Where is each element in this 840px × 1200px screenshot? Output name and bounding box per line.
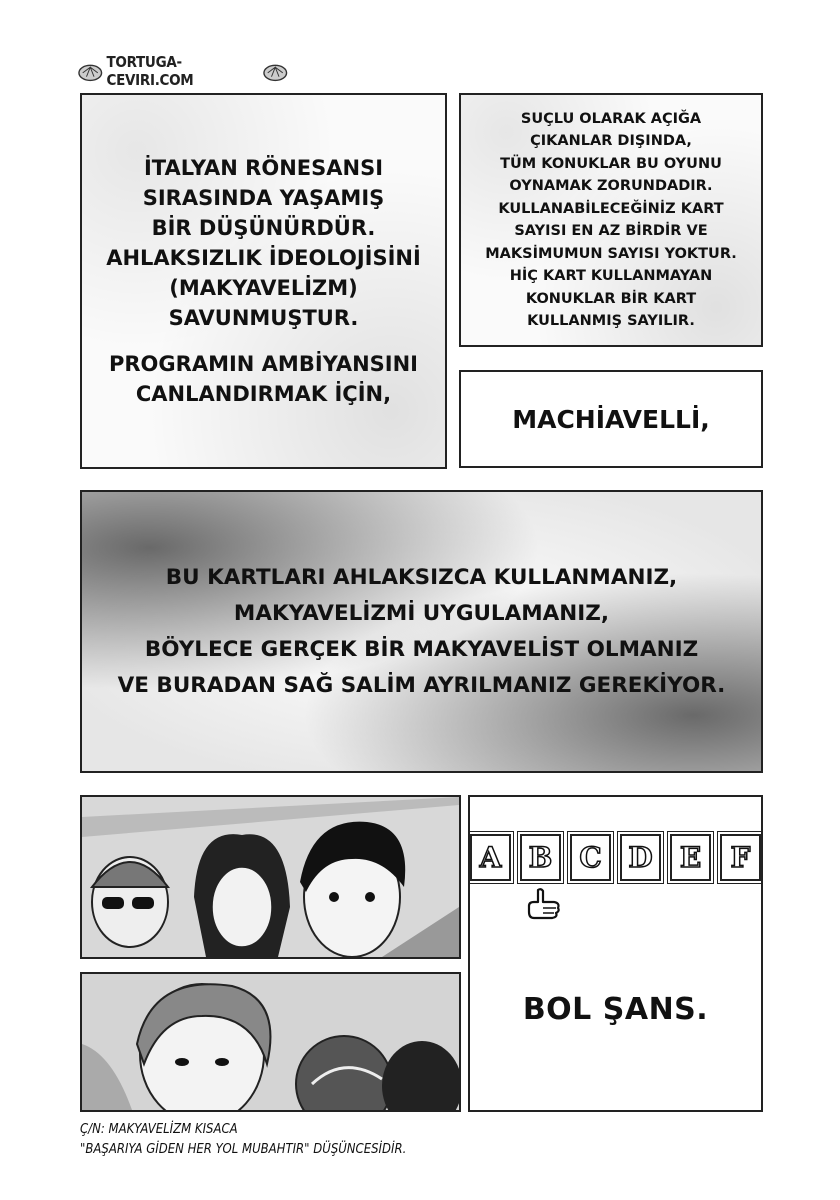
bio-paragraph-2	[109, 349, 418, 409]
card-c: C	[570, 834, 611, 881]
bio-line: İTALYAN RÖNESANSI	[143, 156, 384, 180]
rules-line: HİÇ KART KULLANMAYAN	[509, 268, 713, 284]
bio-line: SIRASINDA YAŞAMIŞ	[142, 186, 385, 210]
rules-line: SAYISI EN AZ BİRDİR VE	[514, 223, 708, 239]
thumbs-up-hand-icon	[526, 886, 564, 922]
rules-panel	[459, 93, 763, 347]
card-row	[468, 831, 763, 884]
cards-panel	[468, 795, 763, 1112]
instruction-line: VE BURADAN SAĞ SALİM AYRILMANIZ GEREKİYOR.	[117, 672, 726, 698]
translator-note-line-1: Ç/N: MAKYAVELİZM KISACA	[80, 1122, 238, 1137]
name-panel	[459, 370, 763, 468]
rules-line: TÜM KONUKLAR BU OYUNU	[500, 155, 722, 172]
rules-line: OYNAMAK ZORUNDADIR.	[509, 178, 713, 194]
turtle-shell-icon	[78, 60, 103, 82]
characters-illustration	[82, 797, 459, 957]
characters-reaction-illustration	[82, 974, 459, 1110]
watermark	[78, 53, 288, 89]
hand-wrap	[470, 886, 761, 922]
instruction-panel	[80, 490, 763, 773]
machiavelli-text: MACHİAVELLİ,	[512, 404, 710, 434]
rules-line: KONUKLAR BİR KART	[525, 290, 697, 307]
bio-line: BİR DÜŞÜNÜRDÜR.	[151, 216, 376, 240]
rules-line: MAKSİMUMUN SAYISI YOKTUR.	[485, 245, 737, 262]
instruction-line: MAKYAVELİZMİ UYGULAMANIZ,	[233, 600, 610, 626]
card-b: B	[520, 834, 561, 881]
card-d: D	[620, 834, 661, 881]
rules-line: KULLANMIŞ SAYILIR.	[527, 313, 695, 329]
characters-illustration-panel	[80, 795, 461, 959]
bio-line: SAVUNMUŞTUR.	[168, 306, 359, 330]
rules-line: KULLANABİLECEĞİNİZ KART	[498, 200, 724, 217]
watermark-text: TORTUGA-CEVIRI.COM	[106, 53, 194, 89]
bio-line: CANLANDIRMAK İÇİN,	[135, 382, 392, 406]
bio-paragraph-1	[106, 153, 421, 333]
instruction-line: BU KARTLARI AHLAKSIZCA KULLANMANIZ,	[165, 564, 678, 590]
card-e: E	[670, 834, 711, 881]
card-f: F	[720, 834, 761, 881]
bio-line: PROGRAMIN AMBİYANSINI	[109, 352, 418, 376]
characters-reaction-panel	[80, 972, 461, 1112]
bio-panel	[80, 93, 447, 469]
rules-line: SUÇLU OLARAK AÇIĞA	[520, 110, 702, 127]
translator-note	[80, 1120, 560, 1160]
good-luck-text: BOL ŞANS.	[522, 992, 709, 1027]
translator-note-line-2: "BAŞARIYA GİDEN HER YOL MUBAHTIR" DÜŞÜNCESİDİR.	[80, 1142, 407, 1157]
rules-line: ÇIKANLAR DIŞINDA,	[530, 133, 692, 149]
card-a: A	[470, 834, 511, 881]
instruction-line: BÖYLECE GERÇEK BİR MAKYAVELİST OLMANIZ	[144, 636, 699, 662]
bio-line: AHLAKSIZLIK İDEOLOJİSİNİ	[106, 246, 421, 270]
bio-line: (MAKYAVELİZM)	[169, 276, 358, 300]
turtle-shell-icon	[263, 60, 288, 82]
